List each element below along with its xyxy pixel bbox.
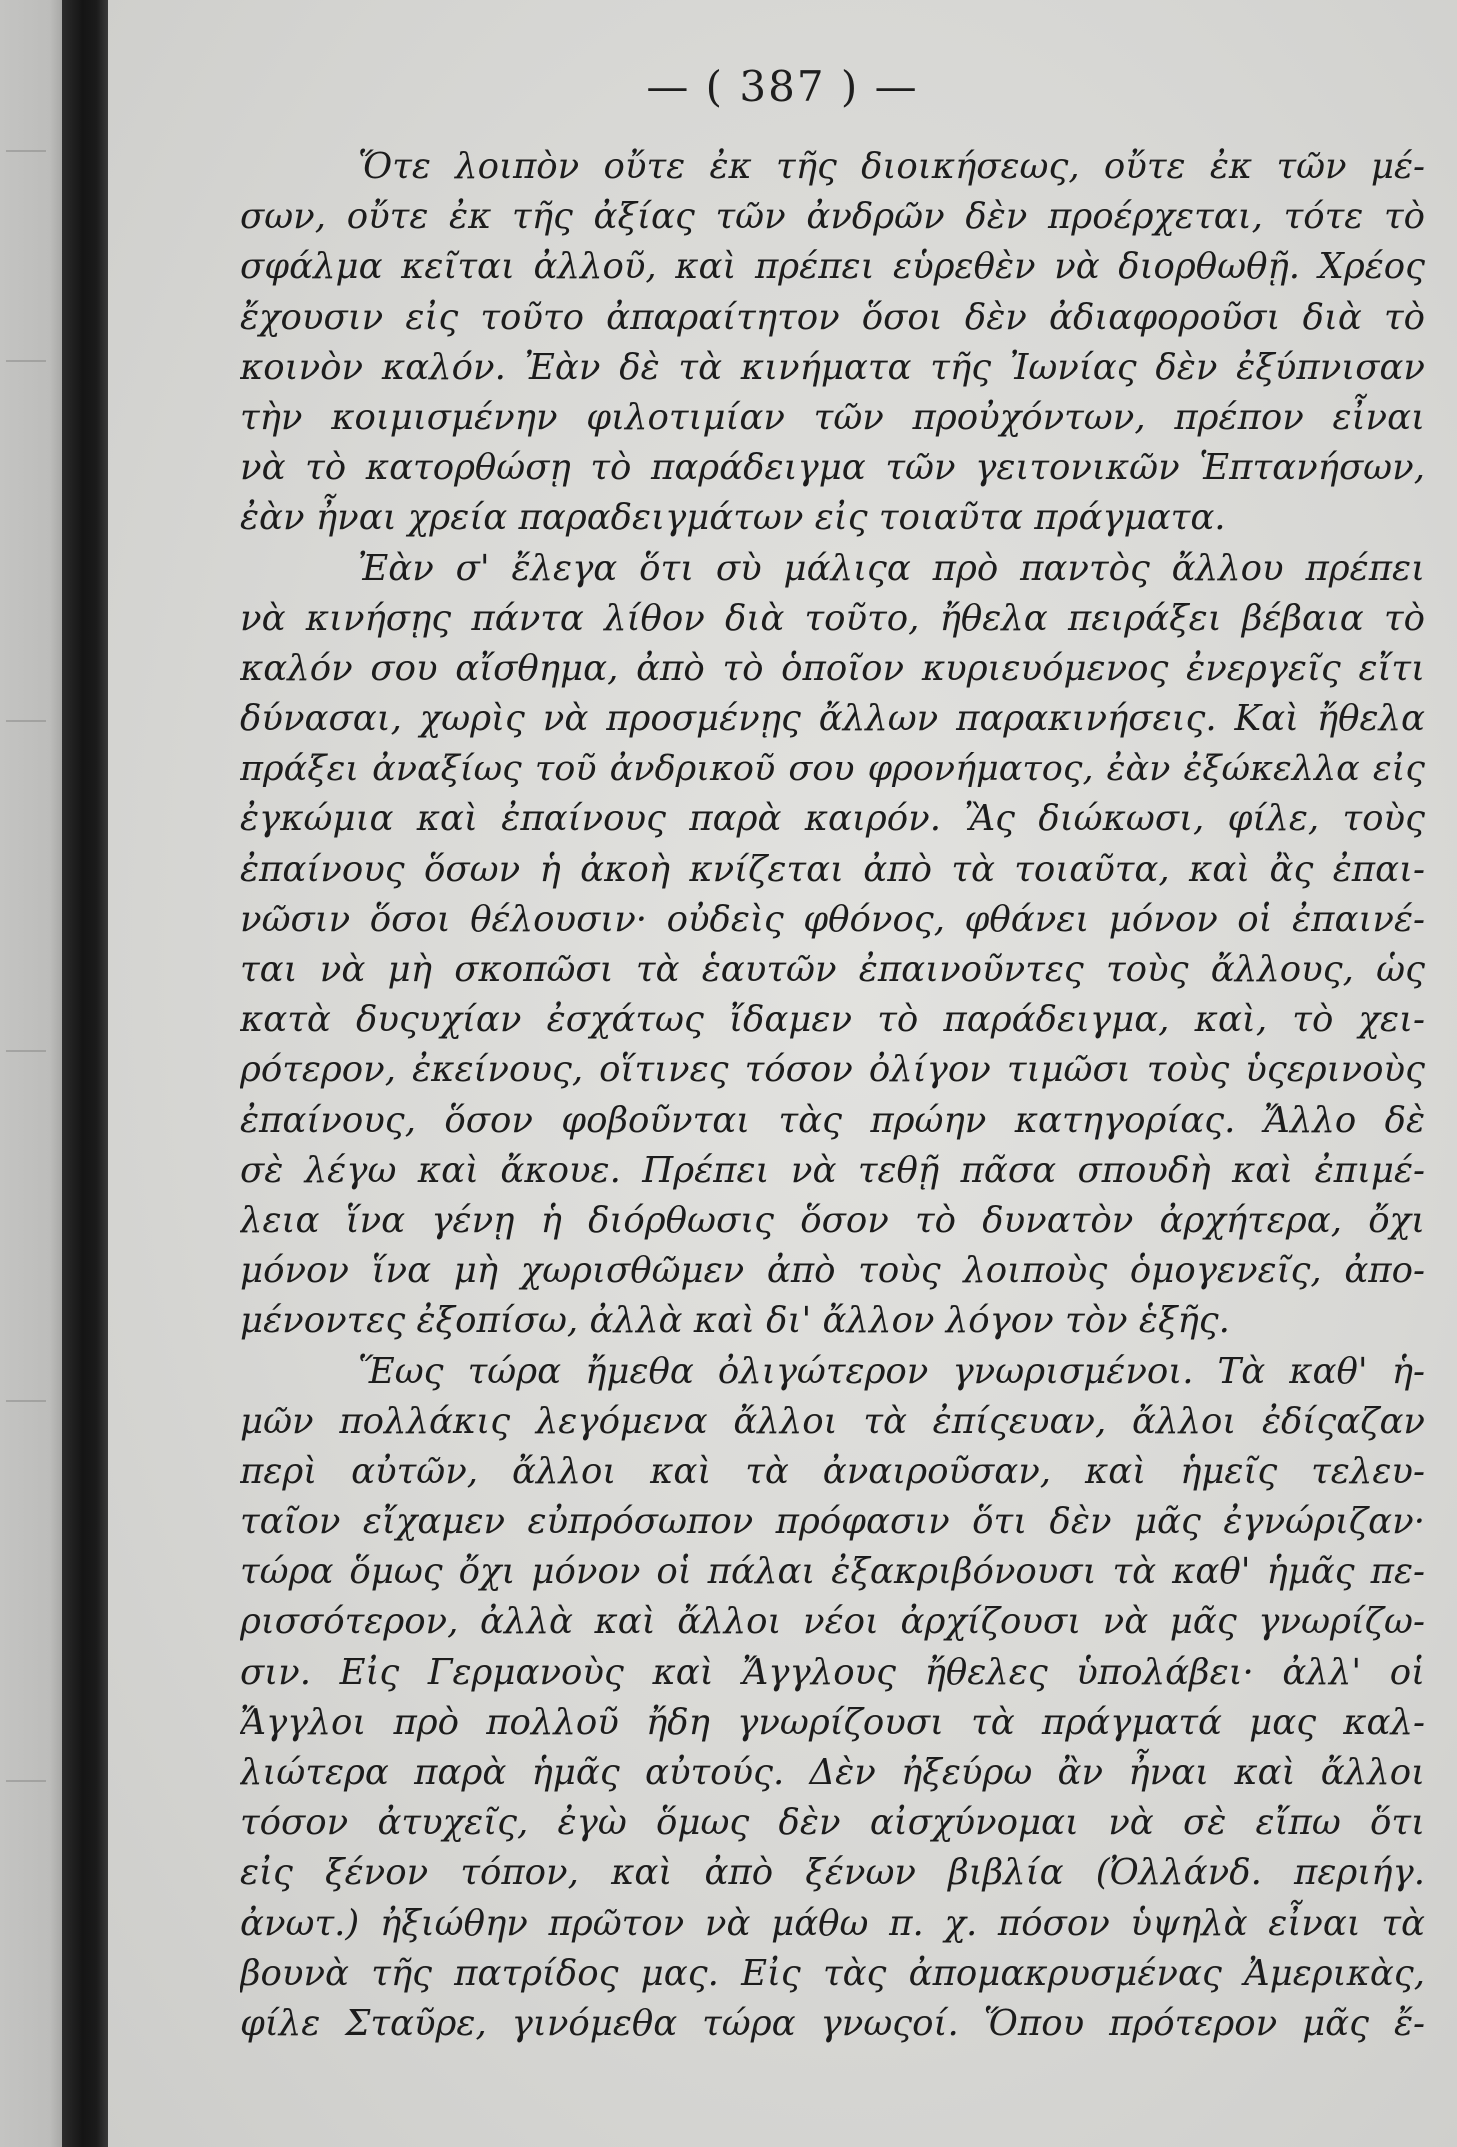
text-line: σὲ λέγω καὶ ἄκουε. Πρέπει νὰ τεθῇ πᾶσα σπουδὴ καὶ ἐπιμέ- xyxy=(240,1149,1425,1191)
text-line: Ὅτε λοιπὸν οὔτε ἐκ τῆς διοικήσεως, οὔτε ἐκ τῶν μέ- xyxy=(358,146,1425,187)
text-line: Ἐὰν σ' ἔλεγα ὅτι σὺ μάλιςα πρὸ παντὸς ἄλλου πρέπει xyxy=(358,547,1425,589)
body-text xyxy=(240,142,1425,2049)
text-line: νῶσιν ὅσοι θέλουσιν· οὐδεὶς φθόνος, φθάνει μόνον οἱ ἐπαινέ- xyxy=(240,898,1425,940)
text-line: νὰ κινήσῃς πάντα λίθον διὰ τοῦτο, ἤθελα πειράξει βέβαια τὸ xyxy=(240,597,1425,639)
text-line: φίλε Σταῦρε, γινόμεθα τώρα γνωςοί. Ὅπου πρότερον μᾶς ἔ- xyxy=(240,2002,1425,2044)
text-line: ἐπαίνους ὅσων ἡ ἀκοὴ κνίζεται ἀπὸ τὰ τοιαῦτα, καὶ ἂς ἐπαι- xyxy=(240,848,1425,890)
text-line: τὴν κοιμισμένην φιλοτιμίαν τῶν προὐχόντων, πρέπον εἶναι xyxy=(240,396,1425,438)
text-line: μένοντες ἐξοπίσω, ἀλλὰ καὶ δι' ἄλλον λόγον τὸν ἑξῆς. xyxy=(240,1300,1230,1342)
text-line: ἐπαίνους, ὅσον φοβοῦνται τὰς πρώην κατηγορίας. Ἄλλο δὲ xyxy=(240,1099,1425,1141)
text-line: ται νὰ μὴ σκοπῶσι τὰ ἑαυτῶν ἐπαινοῦντες τοὺς ἄλλους, ὡς xyxy=(240,949,1425,990)
text-line: ρισσότερον, ἀλλὰ καὶ ἄλλοι νέοι ἀρχίζουσι νὰ μᾶς γνωρίζω- xyxy=(240,1601,1425,1643)
text-line: ἐὰν ἦναι χρεία παραδειγμάτων εἰς τοιαῦτα πράγματα. xyxy=(240,497,1226,539)
book-page xyxy=(108,0,1457,2147)
text-line: ἔχουσιν εἰς τοῦτο ἀπαραίτητον ὅσοι δὲν ἀδιαφοροῦσι διὰ τὸ xyxy=(240,296,1425,338)
text-line: δύνασαι, χωρὶς νὰ προσμένῃς ἄλλων παρακινήσεις. Καὶ ἤθελα xyxy=(240,698,1425,740)
text-line: Ἄγγλοι πρὸ πολλοῦ ἤδη γνωρίζουσι τὰ πράγματά μας καλ- xyxy=(240,1701,1425,1743)
text-line: κατὰ δυςυχίαν ἐσχάτως ἴδαμεν τὸ παράδειγμα, καὶ, τὸ χει- xyxy=(240,999,1425,1041)
text-line: τόσον ἀτυχεῖς, ἐγὼ ὅμως δὲν αἰσχύνομαι νὰ σὲ εἴπω ὅτι xyxy=(240,1802,1425,1844)
text-line: ταῖον εἴχαμεν εὐπρόσωπον πρόφασιν ὅτι δὲν μᾶς ἐγνώριζαν· xyxy=(240,1501,1425,1543)
text-line: πράξει ἀναξίως τοῦ ἀνδρικοῦ σου φρονήματος, ἐὰν ἐξώκελλα εἰς xyxy=(240,749,1425,790)
text-line: κοινὸν καλόν. Ἐὰν δὲ τὰ κινήματα τῆς Ἰωνίας δὲν ἐξύπνισαν xyxy=(240,346,1425,388)
text-line: τώρα ὅμως ὄχι μόνον οἱ πάλαι ἐξακριβόνουσι τὰ καθ' ἡμᾶς πε- xyxy=(240,1551,1425,1593)
text-line: μόνον ἵνα μὴ χωρισθῶμεν ἀπὸ τοὺς λοιποὺς ὁμογενεῖς, ἀπο- xyxy=(240,1250,1425,1292)
text-line: ἐγκώμια καὶ ἐπαίνους παρὰ καιρόν. Ἂς διώκωσι, φίλε, τοὺς xyxy=(240,798,1425,840)
book-gutter-shadow xyxy=(62,0,108,2147)
text-line: σφάλμα κεῖται ἀλλοῦ, καὶ πρέπει εὑρεθὲν νὰ διορθωθῇ. Χρέος xyxy=(240,246,1425,288)
text-line: Ἕως τώρα ἤμεθα ὀλιγώτερον γνωρισμένοι. Τὰ καθ' ἡ- xyxy=(358,1350,1425,1392)
text-line: βουνὰ τῆς πατρίδος μας. Εἰς τὰς ἀπομακρυσμένας Ἀμερικὰς, xyxy=(240,1952,1425,1994)
text-line: λεια ἵνα γένῃ ἡ διόρθωσις ὅσον τὸ δυνατὸν ἀρχήτερα, ὄχι xyxy=(240,1199,1425,1241)
text-line: ρότερον, ἐκείνους, οἵτινες τόσον ὀλίγον τιμῶσι τοὺς ὑςερινοὺς xyxy=(240,1049,1425,1091)
text-line: περὶ αὐτῶν, ἄλλοι καὶ τὰ ἀναιροῦσαν, καὶ ἡμεῖς τελευ- xyxy=(240,1450,1425,1492)
text-line: σιν. Εἰς Γερμανοὺς καὶ Ἄγγλους ἤθελες ὑπολάβει· ἀλλ' οἱ xyxy=(240,1651,1425,1693)
text-line: νὰ τὸ κατορθώσῃ τὸ παράδειγμα τῶν γειτονικῶν Ἑπτανήσων, xyxy=(240,447,1425,489)
page-header: — ( 387 ) — xyxy=(646,62,919,111)
text-line: εἰς ξένον τόπον, καὶ ἀπὸ ξένων βιβλία (Ὀλλάνδ. περιήγ. xyxy=(240,1852,1425,1894)
text-line: σων, οὔτε ἐκ τῆς ἀξίας τῶν ἀνδρῶν δὲν προέρχεται, τότε τὸ xyxy=(240,196,1425,238)
text-line: καλόν σου αἴσθημα, ἀπὸ τὸ ὁποῖον κυριευόμενος ἐνεργεῖς εἴτι xyxy=(240,647,1425,689)
text-line: μῶν πολλάκις λεγόμενα ἄλλοι τὰ ἐπίςευαν, ἄλλοι ἐδίςαζαν xyxy=(240,1400,1425,1442)
text-line: ἀνωτ.) ἠξιώθην πρῶτον νὰ μάθω π. χ. πόσον ὑψηλὰ εἶναι τὰ xyxy=(240,1902,1425,1944)
text-line: λιώτερα παρὰ ἡμᾶς αὐτούς. Δὲν ἠξεύρω ἂν ἦναι καὶ ἄλλοι xyxy=(240,1752,1425,1793)
adjacent-page-margin xyxy=(0,0,62,2147)
